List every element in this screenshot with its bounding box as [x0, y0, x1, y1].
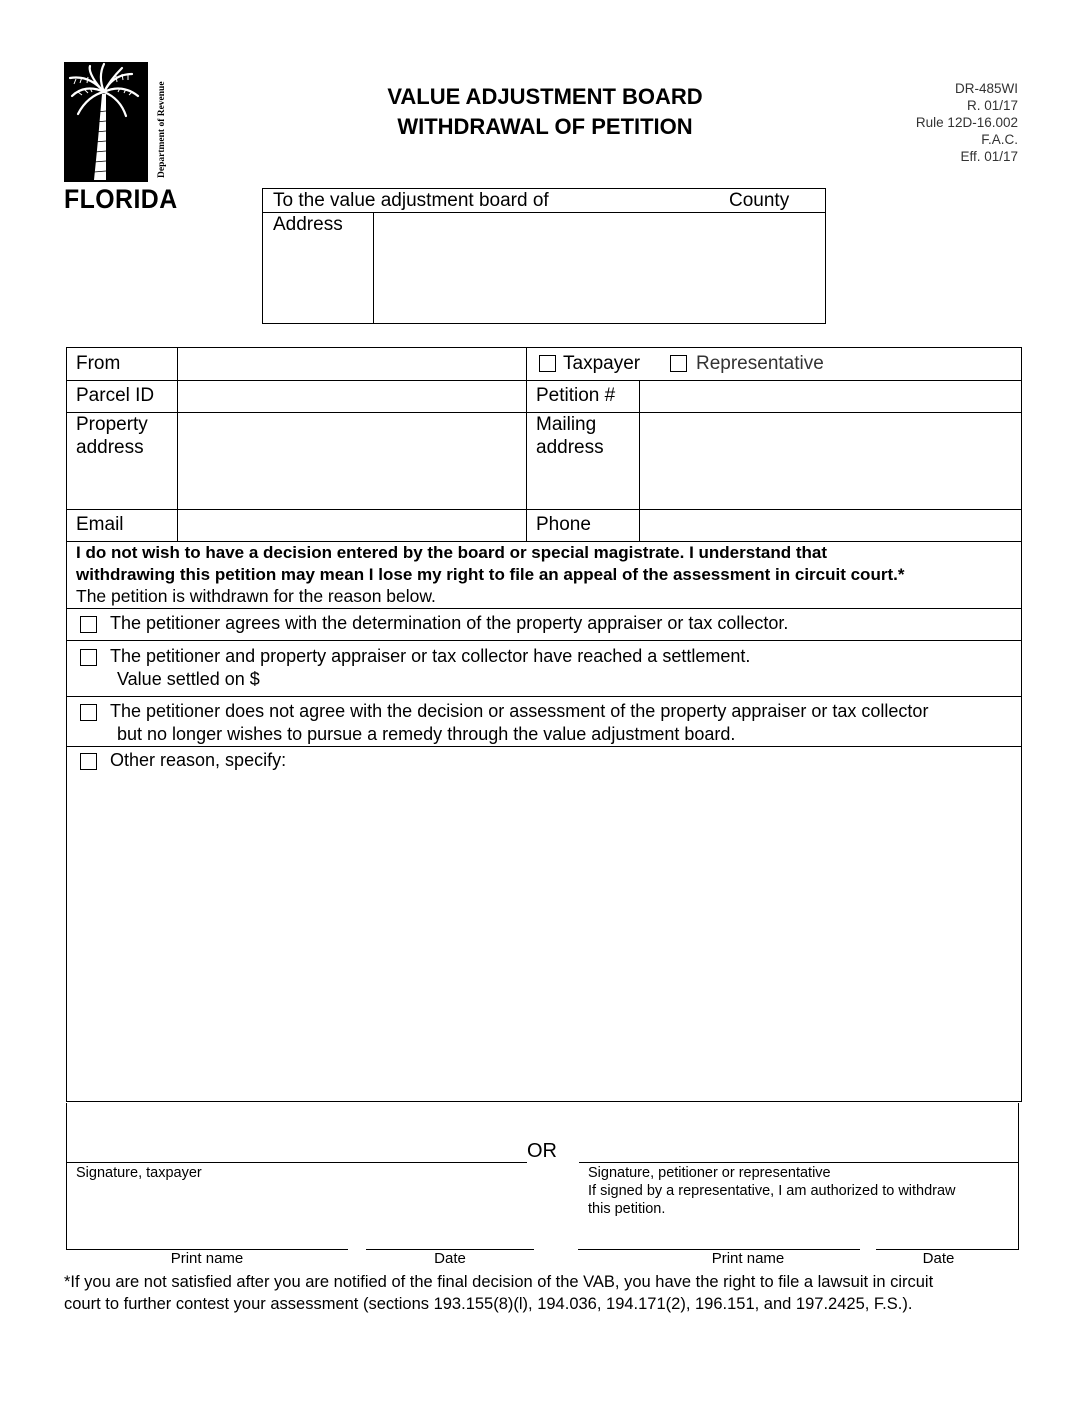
- value-settled-input[interactable]: [277, 670, 577, 692]
- form-number: DR-485WI: [954, 81, 1018, 96]
- property-label-line: address: [76, 437, 144, 458]
- divider: [67, 380, 1021, 381]
- reason-settlement-checkbox[interactable]: [80, 649, 97, 666]
- withdrawal-statement-bold: [76, 542, 904, 586]
- from-input[interactable]: [183, 354, 519, 376]
- footnote-line: court to further contest your assessment (sections 193.155(8)(l), 194.036, 194.171(2), 196.151, and 197.2425, F.S.).: [64, 1295, 913, 1313]
- board-of-label: To the value adjustment board of: [273, 190, 549, 211]
- signature-petitioner-label: [588, 1164, 956, 1218]
- divider: [67, 640, 1021, 641]
- divider: [67, 746, 1021, 747]
- other-reason-input[interactable]: [110, 777, 1010, 1092]
- phone-input[interactable]: [645, 515, 1015, 537]
- divider: [67, 509, 1021, 510]
- statement-line: withdrawing this petition may mean I lose my right to file an appeal of the assessment in circuit court.*: [76, 565, 905, 584]
- value-settled-label: Value settled on $: [117, 669, 260, 689]
- florida-wordmark: FLORIDA: [64, 184, 178, 214]
- property-address-input[interactable]: [183, 418, 519, 504]
- form-fac: F.A.C.: [981, 132, 1018, 147]
- address-label: Address: [273, 214, 343, 235]
- footnote: [64, 1271, 933, 1315]
- reason-other-checkbox[interactable]: [80, 753, 97, 770]
- county-name-input[interactable]: [568, 192, 718, 212]
- representative-checkbox[interactable]: [670, 355, 687, 372]
- signature-section: [66, 1103, 1019, 1249]
- petition-number-input[interactable]: [645, 386, 1015, 408]
- date-right-label: Date: [922, 1250, 955, 1267]
- property-address-label: [76, 413, 148, 459]
- divider: [373, 212, 374, 323]
- parcel-id-input[interactable]: [183, 386, 519, 408]
- reason-disagree-label: The petitioner does not agree with the decision or assessment of the property appraiser or tax collector: [110, 701, 929, 721]
- divider: [67, 696, 1021, 697]
- print-name-right-label: Print name: [711, 1250, 785, 1267]
- reason-disagree-checkbox[interactable]: [80, 704, 97, 721]
- reason-disagree-label-cont: but no longer wishes to pursue a remedy through the value adjustment board.: [117, 724, 736, 744]
- title-line-1: VALUE ADJUSTMENT BOARD: [387, 84, 703, 109]
- email-input[interactable]: [183, 515, 519, 537]
- title-line-2: WITHDRAWAL OF PETITION: [397, 114, 693, 139]
- representative-label: Representative: [696, 353, 824, 374]
- divider: [639, 380, 640, 541]
- date-left-label: Date: [434, 1250, 466, 1267]
- print-name-left-label: Print name: [170, 1250, 244, 1267]
- or-label: OR: [527, 1140, 557, 1162]
- divider: [67, 608, 1021, 609]
- withdrawal-statement-normal: The petition is withdrawn for the reason below.: [76, 586, 436, 606]
- reason-settlement-label: The petitioner and property appraiser or tax collector have reached a settlement.: [110, 646, 751, 666]
- taxpayer-label: Taxpayer: [563, 353, 641, 374]
- statement-line: I do not wish to have a decision entered by the board or special magistrate. I understand that: [76, 543, 827, 562]
- svg-text:Department of Revenue: Department of Revenue: [157, 81, 167, 178]
- form-effective: Eff. 01/17: [960, 149, 1018, 164]
- rep-note-text: If signed by a representative, I am authorized to withdraw: [588, 1183, 956, 1199]
- mailing-label-line: address: [536, 437, 604, 458]
- petitioner-signature-line[interactable]: [579, 1162, 1019, 1163]
- sig-petitioner-text: Signature, petitioner or representative: [588, 1165, 831, 1181]
- reason-agrees-label: The petitioner agrees with the determination of the property appraiser or tax collector.: [110, 613, 789, 633]
- county-label: County: [729, 190, 790, 211]
- taxpayer-checkbox[interactable]: [539, 355, 556, 372]
- palm-tree-icon: [64, 62, 170, 182]
- mailing-address-input[interactable]: [645, 418, 1015, 504]
- phone-label: Phone: [536, 514, 591, 535]
- mailing-label-line: Mailing: [536, 414, 597, 435]
- reason-agrees-checkbox[interactable]: [80, 616, 97, 633]
- divider: [526, 348, 527, 541]
- divider: [177, 348, 178, 541]
- petition-number-label: Petition #: [536, 385, 616, 406]
- divider: [263, 212, 825, 213]
- board-address-box: [262, 188, 826, 324]
- mailing-address-label: [536, 413, 604, 459]
- parcel-id-label: Parcel ID: [76, 385, 155, 406]
- reason-other-label: Other reason, specify:: [110, 750, 287, 770]
- petitioner-info-table: [66, 347, 1022, 542]
- board-address-input[interactable]: [379, 217, 819, 317]
- form-rule: Rule 12D-16.002: [915, 115, 1018, 130]
- property-label-line: Property: [76, 414, 148, 435]
- signature-taxpayer-label: Signature, taxpayer: [76, 1165, 202, 1181]
- rep-note-text: this petition.: [588, 1201, 666, 1217]
- from-label: From: [76, 353, 121, 374]
- florida-dor-logo: [64, 62, 170, 182]
- email-label: Email: [76, 514, 124, 535]
- footnote-line: *If you are not satisfied after you are notified of the final decision of the VAB, you have the right to file a lawsuit in circuit: [64, 1273, 934, 1291]
- form-revision: R. 01/17: [966, 98, 1018, 113]
- taxpayer-signature-line[interactable]: [67, 1162, 527, 1163]
- form-id-block: [916, 80, 1018, 165]
- withdrawal-reasons-section: [66, 541, 1022, 1102]
